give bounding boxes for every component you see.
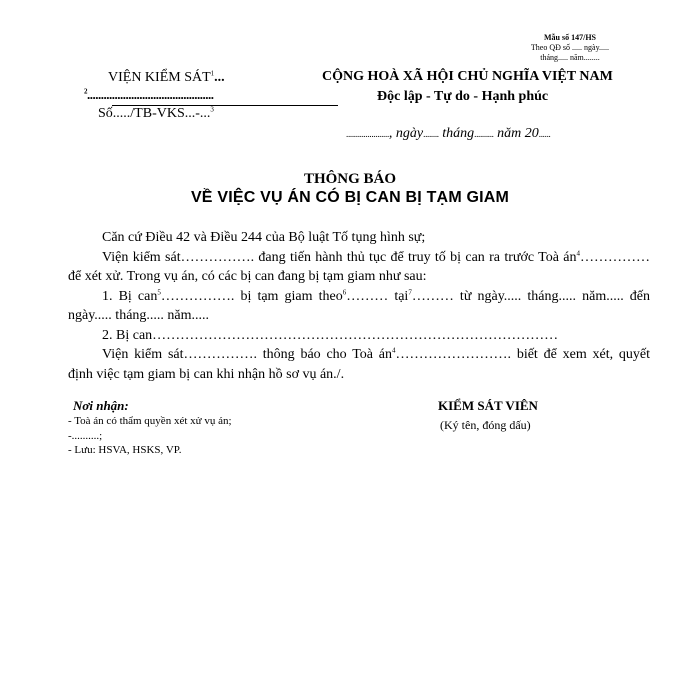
body-intro-text-b: …………… để xét xử. Trong vụ án, có các bị can đang bị tạm giam như sau: xyxy=(68,249,650,284)
sub-agency-dots: .............................................. xyxy=(87,87,214,102)
defendant-1-footnote-6: 6 xyxy=(342,287,347,296)
defendant-1-footnote-5: 5 xyxy=(157,287,161,296)
document-body xyxy=(68,228,650,384)
agency-footnote: 1 xyxy=(210,69,215,78)
recipient-item: -..........; xyxy=(68,430,103,442)
body-intro-text-a: Viện kiểm sát……………. đang tiến hành thủ tục để truy tố bị can ra trước Toà án xyxy=(102,249,577,265)
agency-suffix: ... xyxy=(214,70,225,85)
date-line xyxy=(346,126,550,142)
sub-agency-footnote: 2 xyxy=(84,87,87,96)
body-paragraph-defendant-2: 2. Bị can…………………………………………………………………………… xyxy=(102,327,559,343)
notification-text-b: ……………………. biết để xem xét, quyết định việc tạm giam bị can khi nhận hồ sơ vụ án./. xyxy=(68,347,651,382)
document-subtitle: VỀ VIỆC VỤ ÁN CÓ BỊ CAN BỊ TẠM GIAM xyxy=(190,189,510,206)
body-paragraph-defendant-1 xyxy=(68,287,650,326)
national-motto: Độc lập - Tự do - Hạnh phúc xyxy=(377,89,549,104)
form-number-line3: tháng..... năm........ xyxy=(540,53,600,62)
body-paragraph-notification xyxy=(68,345,650,384)
signature-note: (Ký tên, đóng dấu) xyxy=(440,418,531,432)
body-paragraph-legal-basis: Căn cứ Điều 42 và Điều 244 của Bộ luật Tố tụng hình sự; xyxy=(102,230,426,245)
defendant-1-footnote-7: 7 xyxy=(408,287,412,296)
recipient-item: - Lưu: HSVA, HSKS, VP. xyxy=(68,444,182,456)
signature-title: KIỂM SÁT VIÊN xyxy=(438,398,538,413)
form-number-line2: Theo QĐ số ..... ngày..... xyxy=(530,43,610,52)
date-ngay: , ngày xyxy=(388,126,424,141)
form-number xyxy=(520,33,620,63)
document-number-text: Số...../TB-VKS...-... xyxy=(98,106,211,121)
date-place-dots: ...................... xyxy=(346,129,389,139)
notification-text-a: Viện kiểm sát……………. thông báo cho Toà án xyxy=(102,347,393,362)
document-title: THÔNG BÁO xyxy=(303,171,397,187)
document-number xyxy=(98,106,214,122)
agency-name xyxy=(108,70,225,86)
date-month-dots: .......... xyxy=(474,129,494,139)
defendant-1-text-b: ……………. bị tạm giam theo xyxy=(160,288,343,304)
defendant-1-label: 1. Bị can xyxy=(102,288,158,304)
body-paragraph-intro xyxy=(68,248,650,287)
nation-title: CỘNG HOÀ XÃ HỘI CHỦ NGHĨA VIỆT NAM xyxy=(322,69,613,84)
defendant-1-text-c: ……… tại xyxy=(346,288,409,304)
body-intro-footnote: 4 xyxy=(576,248,580,257)
date-nam: năm 20 xyxy=(497,126,539,141)
sub-agency xyxy=(84,87,214,103)
date-day-dots: ........ xyxy=(423,129,439,139)
recipient-item: - Toà án có thẩm quyền xét xử vụ án; xyxy=(68,415,232,427)
date-thang: tháng xyxy=(442,126,475,141)
agency-label: VIỆN KIỂM SÁT xyxy=(108,70,211,85)
date-year-dots: ...... xyxy=(538,129,551,139)
document-number-footnote: 3 xyxy=(210,105,214,114)
recipients-title: Nơi nhận: xyxy=(73,398,129,413)
defendant-1-text-d: ……… từ ngày..... tháng..... năm..... đến ngày..... tháng..... năm..... xyxy=(68,288,651,323)
notification-footnote: 4 xyxy=(392,346,396,355)
form-number-line1: Mẫu số 147/HS xyxy=(543,33,596,42)
